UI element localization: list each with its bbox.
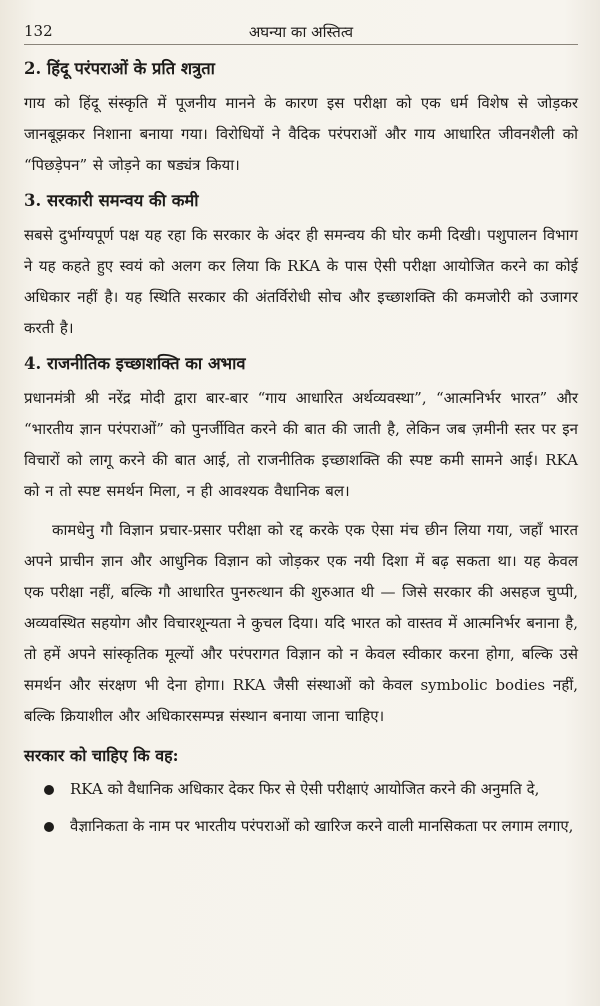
page-number: 132 — [24, 22, 53, 40]
section-heading-hostility: 2. हिंदू परंपराओं के प्रति शत्रुता — [24, 59, 215, 78]
running-header — [24, 14, 578, 45]
recommendations-heading: सरकार को चाहिए कि वह: — [24, 746, 179, 765]
bullet-icon — [44, 785, 54, 795]
section-heading-political-will: 4. राजनीतिक इच्छाशक्ति का अभाव — [24, 354, 246, 373]
section-paragraph-coordination: सबसे दुर्भाग्यपूर्ण पक्ष यह रहा कि सरकार के अंदर ही समन्वय की घोर कमी दिखी। पशुपालन विभाग ने यह कहते हुए स्वयं को अलग कर लिया कि RKA के पास ऐसी परीक्षा आयोजित करने का कोई अधिकार नहीं है। यह स्थिति सरकार की अंतर्विरोधी सोच और इच्छाशक्ति की कमजोरी को उजागर करती है। — [24, 226, 578, 337]
list-item — [44, 811, 578, 842]
closing-paragraph: कामधेनु गौ विज्ञान प्रचार-प्रसार परीक्षा को रद्द करके एक ऐसा मंच छीन लिया गया, जहाँ भारत अपने प्राचीन ज्ञान और आधुनिक विज्ञान को जोड़कर एक नयी दिशा में बढ़ सकता था। यह केवल एक परीक्षा नहीं, बल्कि गौ आधारित पुनरुत्थान की शुरुआत थी — जिसे सरकार की असहज चुप्पी, अव्यवस्थित सहयोग और विचारशून्यता ने कुचल दिया। यदि भारत को वास्तव में आत्मनिर्भर बनाना है, तो हमें अपने सांस्कृतिक मूल्यों और परंपरागत विज्ञान को न केवल स्वीकार करना होगा, बल्कि उसे समर्थन और संरक्षण भी देना होगा। RKA जैसी संस्थाओं को केवल symbolic bodies नहीं, बल्कि क्रियाशील और अधिकारसम्पन्न संस्थान बनाया जाना चाहिए। — [24, 521, 578, 725]
section-paragraph-political-will: प्रधानमंत्री श्री नरेंद्र मोदी द्वारा बार-बार “गाय आधारित अर्थव्यवस्था”, “आत्मनिर्भर भारत” और “भारतीय ज्ञान परंपराओं” को पुनर्जीवित करने की बात की जाती है, लेकिन जब ज़मीनी स्तर पर इन विचारों को लागू करने की बात आई, तो राजनीतिक इच्छाशक्ति की स्पष्ट कमी सामने आई। RKA को न तो स्पष्ट समर्थन मिला, न ही आवश्यक वैधानिक बल। — [24, 389, 578, 500]
section-heading-coordination: 3. सरकारी समन्वय की कमी — [24, 191, 199, 210]
list-item — [44, 774, 578, 805]
book-title: अघन्या का अस्तित्व — [248, 23, 354, 41]
list-item-text: वैज्ञानिकता के नाम पर भारतीय परंपराओं को खारिज करने वाली मानसिकता पर लगाम लगाए, — [70, 817, 574, 835]
section-paragraph-hostility: गाय को हिंदू संस्कृति में पूजनीय मानने के कारण इस परीक्षा को एक धर्म विशेष से जोड़कर जानबूझकर निशाना बनाया गया। विरोधियों ने वैदिक परंपराओं और गाय आधारित जीवनशैली को “पिछड़ेपन” से जोड़ने का षड्यंत्र किया। — [24, 94, 578, 174]
recommendations-list — [24, 774, 578, 842]
bullet-icon — [44, 822, 54, 832]
list-item-text: RKA को वैधानिक अधिकार देकर फिर से ऐसी परीक्षाएं आयोजित करने की अनुमति दे, — [70, 780, 540, 798]
